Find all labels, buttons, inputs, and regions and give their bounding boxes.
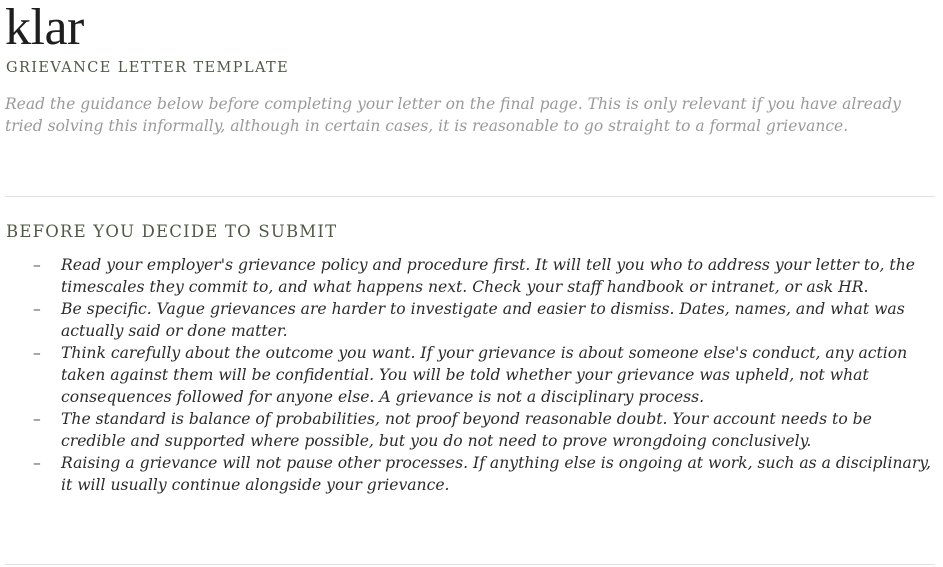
bullet-dash: – xyxy=(33,300,41,318)
list-item-text: Be specific. Vague grievances are harder to investigate and easier to dismiss. Dates, names, and what was actually said or done matter. xyxy=(61,300,905,340)
list-item-text: Raising a grievance will not pause other processes. If anything else is ongoing at work, such as a disciplinary, it will usually continue alongside your grievance. xyxy=(61,454,931,494)
section-heading: BEFORE YOU DECIDE TO SUBMIT xyxy=(6,222,338,241)
list-item-text: Think carefully about the outcome you want. If your grievance is about someone else's conduct, any action taken against them will be confidential. You will be told whether your grievance was upheld, not what consequences followed for anyone else. A grievance is not a disciplinary process. xyxy=(61,344,908,406)
divider-top xyxy=(5,196,935,197)
brand-logo: klar xyxy=(5,0,84,56)
intro-guidance: Read the guidance below before completing your letter on the final page. This is only relevant if you have already tried solving this informally, although in certain cases, it is reasonable to go straight to a formal grievance. xyxy=(5,95,901,135)
divider-bottom xyxy=(5,564,935,565)
list-item-text: The standard is balance of probabilities, not proof beyond reasonable doubt. Your account needs to be credible and supported where possible, but you do not need to prove wrongdoing conclusively. xyxy=(61,410,872,450)
list-item xyxy=(33,408,933,452)
document-subtitle: GRIEVANCE LETTER TEMPLATE xyxy=(6,60,290,76)
list-item-text: Read your employer's grievance policy and procedure first. It will tell you who to address your letter to, the timescales they commit to, and what happens next. Check your staff handbook or intranet, or ask HR. xyxy=(61,256,915,296)
bullet-dash: – xyxy=(33,256,41,274)
bullet-dash: – xyxy=(33,344,41,362)
list-item xyxy=(33,254,933,298)
bullet-dash: – xyxy=(33,454,41,472)
bullet-dash: – xyxy=(33,410,41,428)
guidance-list xyxy=(33,254,933,496)
list-item xyxy=(33,342,933,408)
list-item xyxy=(33,452,933,496)
list-item xyxy=(33,298,933,342)
